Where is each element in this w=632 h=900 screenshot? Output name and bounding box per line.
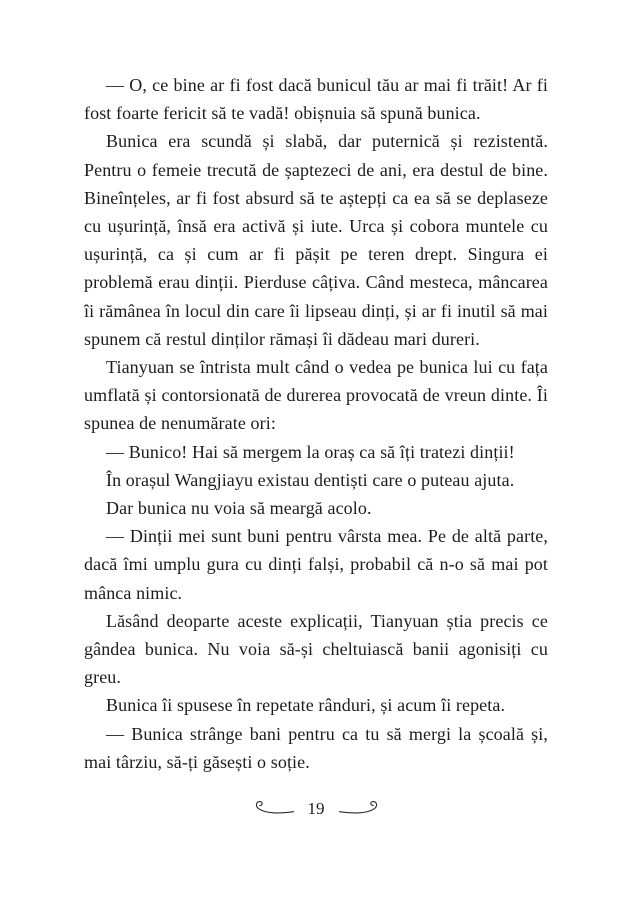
paragraph: — O, ce bine ar fi fost dacă bunicul tău ar mai fi trăit! Ar fi fost foarte fericit să te vadă! obișnuia să spună bunica. xyxy=(84,75,548,124)
paragraph: Lăsând deoparte aceste explicații, Tianyuan știa precis ce gândea bunica. Nu voia să-și cheltuiască banii agonisiți cu greu. xyxy=(84,610,548,688)
paragraph: — Bunica strânge bani pentru ca tu să mergi la școală și, mai târziu, să-ți găsești o soție. xyxy=(84,723,548,772)
swash-flourish-right-icon xyxy=(339,799,381,817)
page-number: 19 xyxy=(307,799,325,818)
paragraph: Dar bunica nu voia să meargă acolo. xyxy=(106,498,372,519)
paragraph: — Bunico! Hai să mergem la oraș ca să îți tratezi dinții! xyxy=(106,441,515,462)
paragraph: — Dinții mei sunt buni pentru vârsta mea. Pe de altă parte, dacă îmi umplu gura cu dinți falși, probabil că n-o să mai pot mânca nimic. xyxy=(84,526,548,603)
page-footer xyxy=(0,798,632,817)
paragraph: Bunica era scundă și slabă, dar puternică și rezistentă. Pentru o femeie trecută de șaptezeci de ani, era destul de bine. Bineînțeles, ar fi fost absurd să te aștepți ca ea să se deplaseze cu ușurință, însă era activă și iute. Urca și cobora muntele cu ușurință, ca și cum ar fi pășit pe teren drept. Singura ei problemă erau dinții. Pierduse câțiva. Când mesteca, mâncarea îi rămânea în locul din care îi lipseau dinți, și ar fi inutil să mai spunem că restul dinților rămași îi dădeau mari dureri. xyxy=(84,131,548,349)
paragraph: Bunica îi spusese în repetate rânduri, și acum îi repeta. xyxy=(106,695,506,716)
paragraph: În orașul Wangjiayu existau dentiști care o puteau ajuta. xyxy=(106,469,515,490)
paragraph: Tianyuan se întrista mult când o vedea pe bunica lui cu fața umflată și contorsionată de durerea provocată de vreun dinte. Îi spunea de nenumărate ori: xyxy=(84,357,548,434)
text-block xyxy=(84,71,548,776)
swash-flourish-left-icon xyxy=(252,799,294,817)
